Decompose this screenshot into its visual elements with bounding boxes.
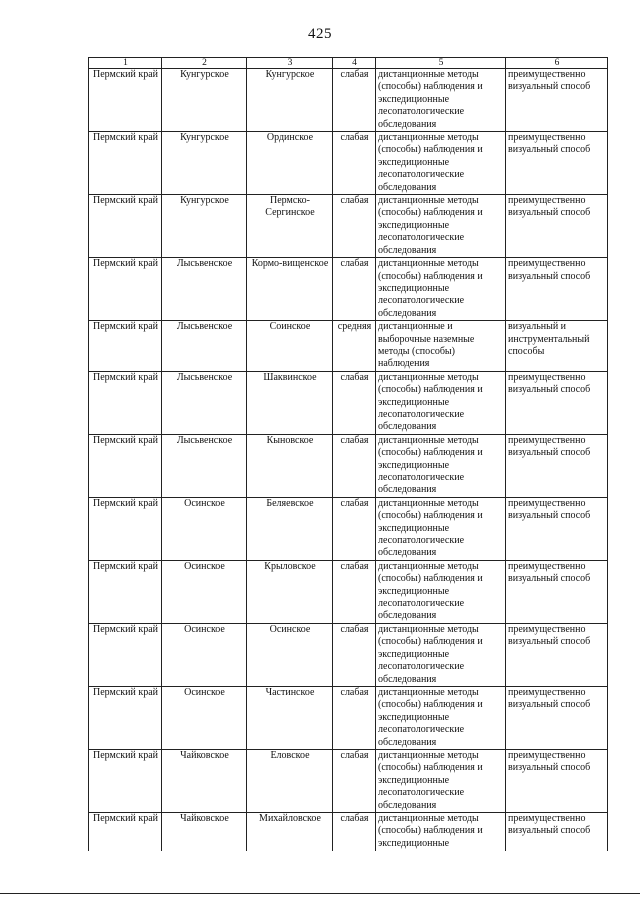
way-cell: преимущественно визуальный способ — [506, 258, 608, 321]
methods-cell: дистанционные методы (способы) наблюдения и экспедиционные — [376, 812, 506, 851]
methods-cell: дистанционные методы (способы) наблюдения и экспедиционные лесопатологические обследования — [376, 69, 506, 132]
district-cell: Еловское — [247, 749, 333, 812]
region-cell: Пермский край — [89, 195, 162, 258]
district-cell: Кунгурское — [247, 69, 333, 132]
region-cell: Пермский край — [89, 371, 162, 434]
forestry-cell: Лысьвенское — [162, 371, 247, 434]
region-cell: Пермский край — [89, 749, 162, 812]
forestry-cell: Осинское — [162, 497, 247, 560]
way-cell: преимущественно визуальный способ — [506, 749, 608, 812]
region-cell: Пермский край — [89, 321, 162, 372]
table-row — [89, 749, 608, 812]
forestry-cell: Чайковское — [162, 812, 247, 851]
methods-cell: дистанционные методы (способы) наблюдения и экспедиционные лесопатологические обследования — [376, 497, 506, 560]
intensity-cell: слабая — [333, 195, 376, 258]
intensity-cell: слабая — [333, 749, 376, 812]
way-cell: преимущественно визуальный способ — [506, 434, 608, 497]
forestry-cell: Чайковское — [162, 749, 247, 812]
methods-cell: дистанционные и выборочные наземные методы (способы) наблюдения — [376, 321, 506, 372]
intensity-cell: слабая — [333, 497, 376, 560]
intensity-cell: слабая — [333, 69, 376, 132]
forestry-cell: Осинское — [162, 686, 247, 749]
district-cell: Кормо-вищенское — [247, 258, 333, 321]
way-cell: преимущественно визуальный способ — [506, 686, 608, 749]
forestry-cell: Лысьвенское — [162, 258, 247, 321]
district-cell: Частинское — [247, 686, 333, 749]
way-cell: преимущественно визуальный способ — [506, 371, 608, 434]
table-row — [89, 371, 608, 434]
table-row — [89, 132, 608, 195]
forestry-cell: Кунгурское — [162, 195, 247, 258]
methods-cell: дистанционные методы (способы) наблюдения и экспедиционные лесопатологические обследования — [376, 560, 506, 623]
region-cell: Пермский край — [89, 434, 162, 497]
column-header: 5 — [376, 58, 506, 69]
methods-cell: дистанционные методы (способы) наблюдения и экспедиционные лесопатологические обследования — [376, 434, 506, 497]
way-cell: преимущественно визуальный способ — [506, 69, 608, 132]
page-number: 425 — [308, 26, 332, 42]
way-cell: преимущественно визуальный способ — [506, 132, 608, 195]
district-cell: Михайловское — [247, 812, 333, 851]
monitoring-table — [88, 57, 608, 851]
way-cell: преимущественно визуальный способ — [506, 560, 608, 623]
column-header: 4 — [333, 58, 376, 69]
region-cell: Пермский край — [89, 497, 162, 560]
column-header: 3 — [247, 58, 333, 69]
forestry-cell: Осинское — [162, 623, 247, 686]
scan-edge-line — [0, 893, 640, 894]
methods-cell: дистанционные методы (способы) наблюдения и экспедиционные лесопатологические обследования — [376, 623, 506, 686]
district-cell: Крыловское — [247, 560, 333, 623]
district-cell: Пермско-Сергинское — [247, 195, 333, 258]
district-cell: Беляевское — [247, 497, 333, 560]
table-row — [89, 560, 608, 623]
region-cell: Пермский край — [89, 132, 162, 195]
intensity-cell: слабая — [333, 132, 376, 195]
table-row — [89, 69, 608, 132]
methods-cell: дистанционные методы (способы) наблюдения и экспедиционные лесопатологические обследования — [376, 132, 506, 195]
column-header: 2 — [162, 58, 247, 69]
region-cell: Пермский край — [89, 258, 162, 321]
district-cell: Ординское — [247, 132, 333, 195]
intensity-cell: слабая — [333, 371, 376, 434]
table-row — [89, 258, 608, 321]
intensity-cell: слабая — [333, 560, 376, 623]
intensity-cell: слабая — [333, 623, 376, 686]
column-number-row — [89, 58, 608, 69]
table-row — [89, 623, 608, 686]
district-cell: Осинское — [247, 623, 333, 686]
region-cell: Пермский край — [89, 560, 162, 623]
methods-cell: дистанционные методы (способы) наблюдения и экспедиционные лесопатологические обследования — [376, 371, 506, 434]
district-cell: Соинское — [247, 321, 333, 372]
table-row — [89, 434, 608, 497]
way-cell: преимущественно визуальный способ — [506, 623, 608, 686]
region-cell: Пермский край — [89, 69, 162, 132]
region-cell: Пермский край — [89, 812, 162, 851]
forestry-cell: Лысьвенское — [162, 321, 247, 372]
district-cell: Кыновское — [247, 434, 333, 497]
methods-cell: дистанционные методы (способы) наблюдения и экспедиционные лесопатологические обследования — [376, 686, 506, 749]
column-header: 1 — [89, 58, 162, 69]
forestry-cell: Кунгурское — [162, 132, 247, 195]
district-cell: Шаквинское — [247, 371, 333, 434]
intensity-cell: слабая — [333, 686, 376, 749]
methods-cell: дистанционные методы (способы) наблюдения и экспедиционные лесопатологические обследования — [376, 749, 506, 812]
intensity-cell: средняя — [333, 321, 376, 372]
table-row — [89, 497, 608, 560]
table-row — [89, 321, 608, 372]
forestry-cell: Кунгурское — [162, 69, 247, 132]
way-cell: преимущественно визуальный способ — [506, 812, 608, 851]
intensity-cell: слабая — [333, 434, 376, 497]
forestry-cell: Лысьвенское — [162, 434, 247, 497]
way-cell: визуальный и инструментальный способы — [506, 321, 608, 372]
forestry-cell: Осинское — [162, 560, 247, 623]
table-row — [89, 812, 608, 851]
intensity-cell: слабая — [333, 258, 376, 321]
methods-cell: дистанционные методы (способы) наблюдения и экспедиционные лесопатологические обследования — [376, 195, 506, 258]
table-row — [89, 195, 608, 258]
region-cell: Пермский край — [89, 623, 162, 686]
region-cell: Пермский край — [89, 686, 162, 749]
column-header: 6 — [506, 58, 608, 69]
way-cell: преимущественно визуальный способ — [506, 497, 608, 560]
way-cell: преимущественно визуальный способ — [506, 195, 608, 258]
intensity-cell: слабая — [333, 812, 376, 851]
methods-cell: дистанционные методы (способы) наблюдения и экспедиционные лесопатологические обследования — [376, 258, 506, 321]
table-row — [89, 686, 608, 749]
